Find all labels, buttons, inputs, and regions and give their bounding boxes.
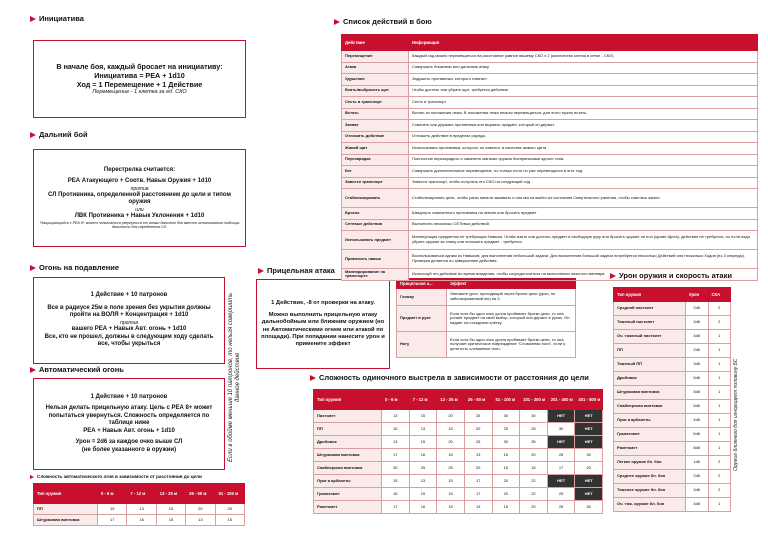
table-row: Удушение Задушить противника, которого схватил bbox=[342, 74, 758, 86]
table-row: Пистолет 13 15 20 25 30 30 НЕТ НЕТ bbox=[314, 410, 603, 423]
table-row: Снайперская винтовка 5d6 1 bbox=[614, 400, 731, 414]
bullet-icon bbox=[30, 16, 36, 22]
rof-side-note: Оружие ближнего боя игнорирует половину БС bbox=[733, 358, 739, 472]
table-row: Луки и арбалеты 4d6 1 bbox=[614, 414, 731, 428]
table-row: Штурмовая винтовка 17 16 15 13 15 bbox=[34, 515, 245, 526]
table-row: Тяжелый ПП 3d6 1 bbox=[614, 358, 731, 372]
ranged-or1: против bbox=[130, 185, 149, 192]
aimed-table: Прицельная а... Эффект Голову Умножьте урон, проходящий через броню цели (урон, не заблокированный ею) на 2. Предмет в руке Если хотя бы одно очко урона пробивает броню цели, то она роняет предмет на свой выбор, который она держит в руках. Он падает на соседнюю клетку. Ногу Если хотя бы одно очко урона пробивает броню цели, то она получает критическое повреждение "Сломанная нога", если у цели есть сломанные ноги. bbox=[396, 278, 576, 358]
initiative-line4: Перемещение - 1 клетка за ед. СКО bbox=[92, 89, 187, 96]
table-row: Легкое оружие бл. боя 1d6 2 bbox=[614, 456, 731, 470]
suppress-line3: Все, кто не прошел, должны в следующем ходу сделать все, чтобы укрыться bbox=[44, 333, 214, 348]
table-row: ПП 2d6 1 bbox=[614, 344, 731, 358]
table-row: Гранатомет 6d6 1 bbox=[614, 428, 731, 442]
bullet-icon bbox=[258, 268, 264, 274]
table-row: Снайперская винтовка 30 25 25 20 15 16 17 20 bbox=[314, 462, 603, 475]
table-row: Штурмовая винтовка 17 16 15 13 15 20 25 30 bbox=[314, 449, 603, 462]
table-row: Захват Схватить или держать противника или вырвать предмет, который он держит. bbox=[342, 120, 758, 132]
table-row: Стабилизировать Стабилизировать цель, чтобы раны начали заживать и она могла выйти из состояния Смертельного ранения, чтобы спастись жизни bbox=[342, 189, 758, 208]
table-row: Ногу Если хотя бы одно очко урона пробивает броню цели, то она получает критическое повреждение "Сломанная нога", если у цели есть сломанные ноги. bbox=[397, 332, 576, 358]
suppress-title: 1 Действие + 10 патронов bbox=[90, 292, 168, 299]
ranged-line1: РЕА Атакующего + Соотв. Навык Оружия + 1d10 bbox=[67, 178, 212, 185]
aimed-heading: Прицельная атака bbox=[258, 266, 335, 275]
suppress-line2: вашего РЕА + Навык Авт. огонь + 1d10 bbox=[71, 326, 187, 333]
auto-table-heading: Сложность автоматического огня в зависимости от расстояния до цели bbox=[30, 474, 202, 479]
ranged-box bbox=[33, 149, 246, 247]
initiative-line3: Ход = 1 Перемещение + 1 Действие bbox=[76, 80, 203, 90]
bullet-icon bbox=[30, 367, 36, 373]
actions-table: Действие Информация Перемещение Каждый ход можно перемещаться на расстояние равное вашему СКО x 2 (количество клеток в сетке - СКО) Атака Совершить ближнюю или дальнюю атаку Удушение Задушить противника, которого схватил Взять/выбросить щит Чтобы достать или убрать щит, требуется действие. Сесть в транспорт Сесть в транспорт Встать Встать из положения лежа. В положении лежа нельзя перемещаться, для этого нужно встать. Захват Схватить или держать противника или вырвать предмет, который он держит. Отложить действие Отложить действие в пределах раунда. Живой щит Использовать противника, которого ты схватил, в качестве живого щита Перезарядка Полностью перезарядить и заменить магазин оружия боеприпасами одного типа. Бег Совершить дополнительное перемещение, но только если ты уже перемещался в этот ход Завести транспорт Завести транспорт, чтобы получить его СКО на следующий ход Стабилизировать Стабилизировать цель, чтобы раны начали заживать и она могла выйти из состояния Смертельного ранения, чтобы спастись жизни Бросок Швырнуть схваченного противника на землю или бросить предмет Сетевые действия Выполнить несколько СЕТевых действий. Использовать предмет Манипуляция предметом не требующая Навыка. Чтобы взять или достать предмет в свободную руку или бросить оружие на пол (кроме Щита), действие не требуется, но если надо убрать оружие за спину или положить предмет - требуется. Применить навык Воспользоваться одним из Навыков, для выполнения небольшой задачи. Для выполнения большой задачи потребуется несколько Действий или несколько Ходов (по 3 секунды). Проверка делается по завершению действия. Маневрирование на транспорте Используй это действие во время вождения, чтобы сосредоточиться на выполнении опасного маневра bbox=[341, 34, 758, 281]
auto-line3: Урон = 2d6 за каждое очко выше СЛ bbox=[75, 439, 183, 446]
suppress-line1: Все в радиусе 25м в поле зрения без укрытия должны пройти на ВОЛЯ + Концентрация + 1d10 bbox=[47, 304, 211, 319]
single-heading: Сложность одиночного выстрела в зависимости от расстояния до цели bbox=[310, 373, 589, 382]
aimed-box bbox=[256, 279, 390, 369]
rof-heading: Урон оружия и скорость атаки bbox=[610, 271, 732, 280]
initiative-heading: Инициатива bbox=[30, 14, 84, 23]
table-row: Живой щит Использовать противника, которого ты схватил, в качестве живого щита bbox=[342, 143, 758, 155]
table-row: Оч. тяжелый пистолет 4d6 1 bbox=[614, 330, 731, 344]
initiative-line2: Инициатива = РЕА + 1d10 bbox=[94, 71, 185, 81]
table-row: Тяжелый пистолет 3d6 2 bbox=[614, 316, 731, 330]
table-row: Штурмовая винтовка 5d6 1 bbox=[614, 386, 731, 400]
ranged-note: *Защищающийся с РЕА 8+ может попытаться увернуться от атаки дальнего боя вместо использования таблицы дальности для определения СЛ. bbox=[39, 220, 240, 229]
suppress-or: против bbox=[120, 319, 138, 326]
side-note: Если в обойме меньше 10 патронов, то нельзя совершить данное действие bbox=[228, 292, 242, 462]
table-row: Сесть в транспорт Сесть в транспорт bbox=[342, 97, 758, 109]
table-row: Ракетомет 8d6 1 bbox=[614, 442, 731, 456]
auto-line4: (не более указанного в оружии) bbox=[81, 446, 177, 453]
aimed-title: 1 Действие, -8 от проверки на атаку. bbox=[271, 299, 375, 306]
aimed-text: Можно выполнить прицельную атаку дальнобойным или ближним оружием (но не Автоматическими огнем или атакой по площади). При попадании нанесите урон и примените эффект bbox=[261, 312, 385, 347]
bullet-icon bbox=[30, 132, 36, 138]
single-table: Тип оружия 0 - 6 м 7 - 12 м 13 - 25 м 26 - 50 м 51 - 100 м 101 - 200 м 201 - 400 м 401 - 800 м Пистолет 13 15 20 25 30 30 НЕТ НЕТ ПП 15 13 15 20 25 25 30 НЕТ Дробовик 13 15 20 25 30 35 НЕТ НЕТ Штурмовая винтовка 17 16 15 13 15 20 25 30 Снайперская винтовка 30 25 25 20 15 16 17 20 Луки и арбалеты 15 13 15 17 20 22 НЕТ НЕТ Гранатомет 16 15 15 17 20 22 25 НЕТ Ракетомет 17 16 15 13 15 20 25 30 bbox=[313, 389, 603, 514]
initiative-box bbox=[33, 40, 246, 118]
auto-table: Тип оружия 0 - 6 м 7 - 12 м 13 - 25 м 26 - 50 м 51 - 100 м ПП 15 13 15 20 25 Штурмовая винтовка 17 16 15 13 15 bbox=[33, 483, 245, 526]
table-row: Встать Встать из положения лежа. В положении лежа нельзя перемещаться, для этого нужно встать. bbox=[342, 108, 758, 120]
table-row: Бросок Швырнуть схваченного противника на землю или бросить предмет bbox=[342, 208, 758, 220]
ranged-heading: Дальний бой bbox=[30, 130, 88, 139]
bullet-icon bbox=[334, 19, 340, 25]
table-row: Применить навык Воспользоваться одним из Навыков, для выполнения небольшой задачи. Для выполнения большой задачи потребуется несколько Действий или несколько Ходов (по 3 секунды). Проверка делается по завершению действия. bbox=[342, 250, 758, 269]
table-row: Дробовик 5d6 1 bbox=[614, 372, 731, 386]
table-row: Предмет в руке Если хотя бы одно очко урона пробивает броню цели, то она роняет предмет на свой выбор, который она держит в руках. Он падает на соседнюю клетку. bbox=[397, 306, 576, 332]
actions-heading: Список действий в бою bbox=[334, 17, 432, 26]
table-row: ПП 15 13 15 20 25 bbox=[34, 504, 245, 515]
table-row: Маневрирование на транспорте Используй это действие во время вождения, чтобы сосредоточиться на выполнении опасного маневра bbox=[342, 269, 758, 281]
table-row: Перезарядка Полностью перезарядить и заменить магазин оружия боеприпасами одного типа. bbox=[342, 154, 758, 166]
auto-title: 1 Действие + 10 патронов bbox=[90, 393, 168, 400]
bullet-icon bbox=[610, 273, 616, 279]
table-row: Дробовик 13 15 20 25 30 35 НЕТ НЕТ bbox=[314, 436, 603, 449]
initiative-line1: В начале боя, каждый бросает на инициативу: bbox=[56, 62, 223, 72]
bullet-icon bbox=[310, 375, 316, 381]
auto-box bbox=[33, 378, 225, 470]
table-row: Голову Умножьте урон, проходящий через броню цели (урон, не заблокированный ею) на 2. bbox=[397, 289, 576, 306]
auto-line1: Нельзя делать прицельную атаку. Цель с РЕА 8+ может попытаться увернуться. Сложность определяется по таблице ниже bbox=[45, 405, 213, 427]
table-row: Отложить действие Отложить действие в пределах раунда. bbox=[342, 131, 758, 143]
table-row: Тяжелое оружие бл. боя 3d6 2 bbox=[614, 484, 731, 498]
table-row: Средний пистолет 2d6 2 bbox=[614, 302, 731, 316]
ranged-title: Перестрелка считается: bbox=[103, 166, 176, 173]
auto-heading: Автоматический огонь bbox=[30, 365, 124, 374]
ranged-or2: или bbox=[135, 206, 144, 213]
table-row: Бег Совершить дополнительное перемещение, но только если ты уже перемещался в этот ход bbox=[342, 166, 758, 178]
table-row: Завести транспорт Завести транспорт, чтобы получить его СКО на следующий ход bbox=[342, 177, 758, 189]
table-row: Взять/выбросить щит Чтобы достать или убрать щит, требуется действие. bbox=[342, 85, 758, 97]
rof-table: Тип оружия Урон СКА Средний пистолет 2d6 2 Тяжелый пистолет 3d6 2 Оч. тяжелый пистолет 4d6 1 ПП 2d6 1 Тяжелый ПП 3d6 1 Дробовик 5d6 1 Штурмовая винтовка 5d6 1 Снайперская винтовка 5d6 1 Луки и арбалеты 4d6 1 Гранатомет 6d6 1 Ракетомет 8d6 1 Легкое оружие бл. боя 1d6 2 Среднее оружие бл. боя 2d6 2 Тяжелое оружие бл. боя 3d6 2 Оч. тяж. оружие бл. боя 4d6 1 bbox=[613, 287, 731, 512]
table-row: Ракетомет 17 16 15 13 15 20 25 30 bbox=[314, 501, 603, 514]
suppress-box bbox=[33, 277, 225, 364]
table-row: Луки и арбалеты 15 13 15 17 20 22 НЕТ НЕТ bbox=[314, 475, 603, 488]
ranged-line3: ЛВК Противника + Навык Уклонения + 1d10 bbox=[74, 213, 205, 220]
table-row: ПП 15 13 15 20 25 25 30 НЕТ bbox=[314, 423, 603, 436]
table-row: Оч. тяж. оружие бл. боя 4d6 1 bbox=[614, 498, 731, 512]
table-row: Использовать предмет Манипуляция предметом не требующая Навыка. Чтобы взять или достать предмет в свободную руку или бросить оружие на пол (кроме Щита), действие не требуется, но если надо убрать оружие за спину или положить предмет - требуется. bbox=[342, 231, 758, 250]
table-row: Сетевые действия Выполнить несколько СЕТевых действий. bbox=[342, 219, 758, 231]
suppress-heading: Огонь на подавление bbox=[30, 263, 119, 272]
table-row: Среднее оружие бл. боя 2d6 2 bbox=[614, 470, 731, 484]
bullet-icon bbox=[30, 475, 34, 479]
bullet-icon bbox=[30, 265, 36, 271]
table-row: Перемещение Каждый ход можно перемещаться на расстояние равное вашему СКО x 2 (количество клеток в сетке - СКО) bbox=[342, 51, 758, 63]
table-row: Гранатомет 16 15 15 17 20 22 25 НЕТ bbox=[314, 488, 603, 501]
auto-line2: РЕА + Навык Авт. огонь + 1d10 bbox=[83, 427, 175, 434]
ranged-line2: СЛ Противника, определенной расстоянием до цели и типом оружия bbox=[48, 191, 231, 206]
table-row: Атака Совершить ближнюю или дальнюю атаку bbox=[342, 62, 758, 74]
